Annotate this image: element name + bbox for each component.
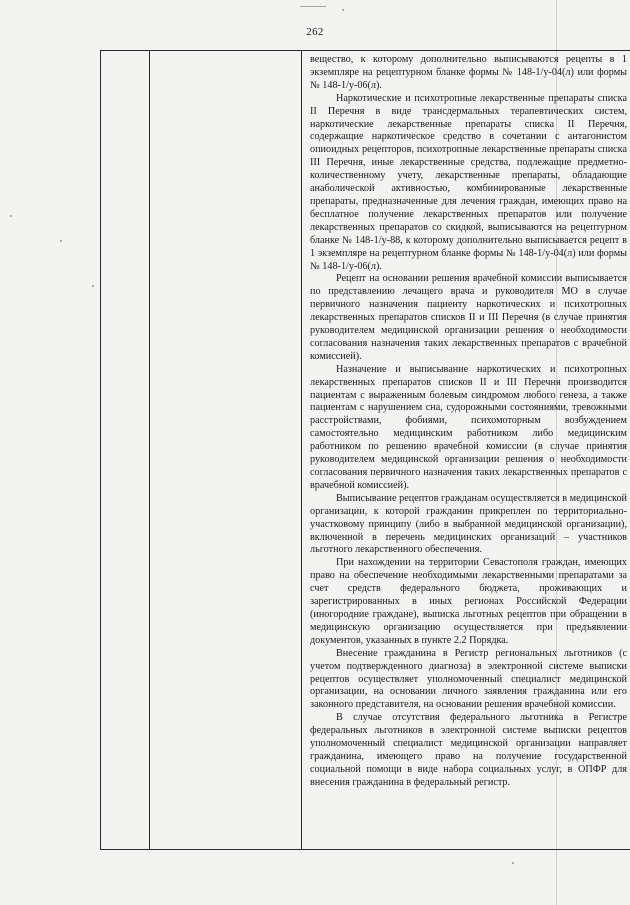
table-row — [101, 51, 630, 850]
scan-artifact — [342, 9, 344, 11]
scan-artifact — [300, 6, 326, 7]
scan-artifact — [92, 285, 94, 287]
paragraph: При нахождении на территории Севастополя граждан, имеющих право на обеспечение необходимыми лекарственными препаратами за счет средств федерального бюджета, проживающих и зарегистрированных в иных регионах Российской Федерации (иногородние граждане), выписка льготных рецептов при обращении в медицинскую организацию осуществляется при предъявлении документов, указанных в пункте 2.2 Порядка. — [310, 557, 627, 646]
paragraph: Выписывание рецептов гражданам осуществляется в медицинской организации, к которой гражданин прикреплен по территориально-участковому принципу (либо в выбранной медицинской организации), включенной в перечень медицинских организаций – участников льготного лекарственного обеспечения. — [310, 492, 627, 556]
table-cell-empty-1 — [101, 51, 150, 850]
scan-artifact — [60, 240, 62, 242]
scan-artifact — [512, 862, 514, 864]
paragraph: Наркотические и психотропные лекарственные препараты списка II Перечня в виде трансдермальных терапевтических систем, наркотические лекарственные препараты списка II Перечня, содержащие наркотическое средство в сочетании с антагонистом опиоидных рецепторов, психотропные лекарственные препараты списка III Перечня, иные лекарственные средства, подлежащие предметно-количественному учету, лекарственные препараты, обладающие анаболической активностью, комбинированные лекарственные препараты, предназначенные для лечения граждан, имеющих право на бесплатное получение лекарственных препаратов или получение лекарственных препаратов со скидкой, выписываются на рецептурном бланке № 148-1/у-88, к которому дополнительно выписывается рецепт в 1 экземпляре на рецептурном бланке формы № 148-1/у-04(л) или формы № 148-1/у-06(л). — [310, 92, 627, 272]
table-cell-text — [302, 51, 630, 850]
paragraph: В случае отсутствия федерального льготника в Регистре федеральных льготников в электронной системе выписки рецептов уполномоченный специалист медицинской организации направляет гражданина, имеющего право на получение государственной социальной помощи в виде набора социальных услуг, в ОПФР для внесения гражданина в федеральный регистр. — [310, 712, 627, 788]
table-cell-empty-2 — [150, 51, 302, 850]
page-number: 262 — [306, 26, 324, 38]
paragraph: Рецепт на основании решения врачебной комиссии выписывается по представлению лечащего врача и руководителя МО в случае первичного назначения пациенту наркотических и психотропных лекарственных препаратов списков II и III Перечня (в случае принятия руководителем медицинской организации решения о необходимости согласования назначения таких лекарственных препаратов с врачебной комиссией). — [310, 273, 627, 362]
document-table — [100, 50, 630, 850]
scan-artifact — [10, 215, 12, 217]
paragraph: вещество, к которому дополнительно выписываются рецепты в 1 экземпляре на рецептурном бланке формы № 148-1/у-04(л) или формы № 148-1/у-06(л). — [310, 54, 627, 91]
paragraph: Внесение гражданина в Регистр региональных льготников (с учетом подтвержденного диагноза) в электронной системе выписки рецептов осуществляет уполномоченный специалист медицинской организации, на основании личного заявления гражданина или его законного представителя, на основании решения врачебной комиссии. — [310, 647, 627, 711]
paragraph: Назначение и выписывание наркотических и психотропных лекарственных препаратов списков II и III Перечня производится пациентам с выраженным болевым синдромом любого генеза, а также пациентам с нарушением сна, судорожными состояниями, тревожными расстройствами, фобиями, психомоторным возбуждением самостоятельно медицинским работником либо медицинским работником по решению врачебной комиссии (в случае принятия руководителем медицинской организации решения о необходимости согласования первичного назначения таких лекарственных препаратов с врачебной комиссией). — [310, 363, 627, 491]
